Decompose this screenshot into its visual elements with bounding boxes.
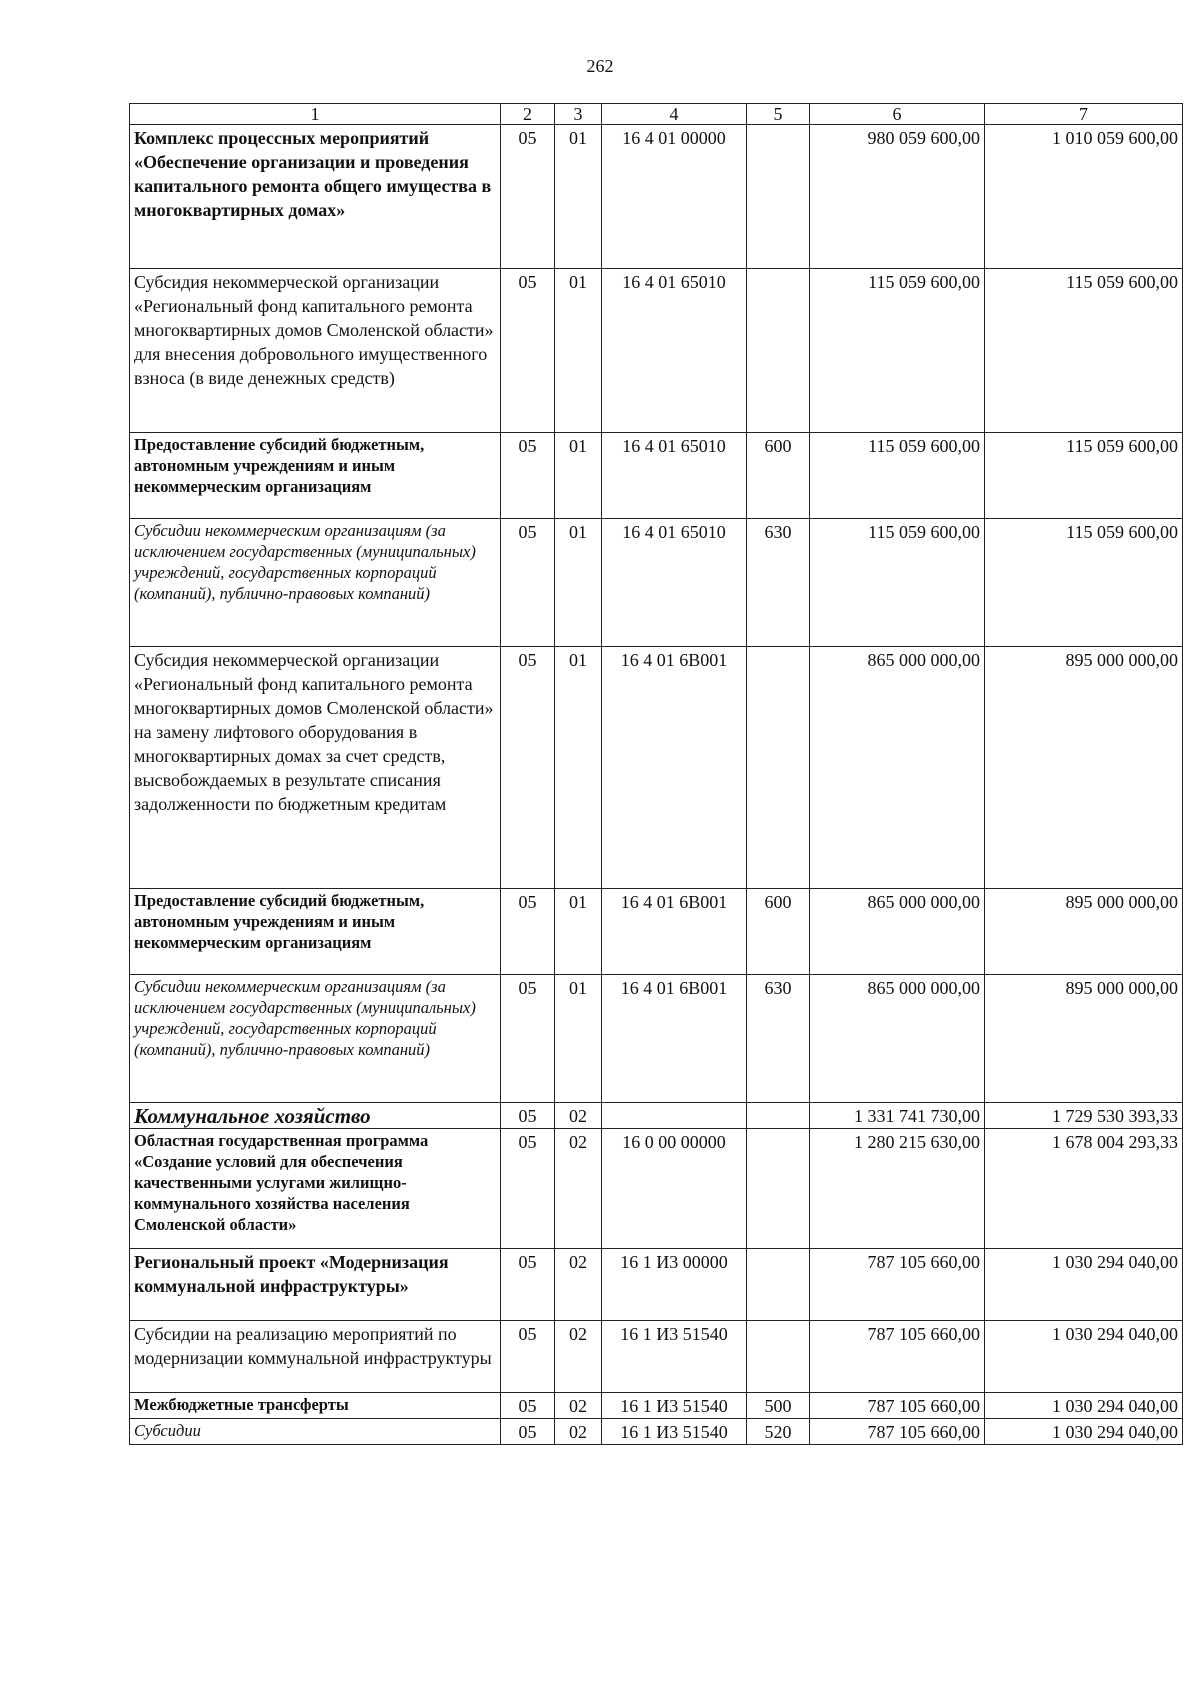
target-article-code: 16 1 И3 51540: [602, 1419, 747, 1445]
expense-type-code: 630: [747, 519, 810, 647]
subsection-code: 01: [555, 269, 602, 433]
table-row: [130, 433, 1183, 519]
expense-type-code: [747, 1249, 810, 1321]
table-row: [130, 1419, 1183, 1445]
section-code: 05: [501, 647, 555, 889]
expense-type-code: 630: [747, 975, 810, 1103]
section-code: 05: [501, 269, 555, 433]
item-name: Региональный проект «Модернизация коммунальной инфраструктуры»: [130, 1249, 501, 1321]
item-name: Предоставление субсидий бюджетным, автономным учреждениям и иным некоммерческим организациям: [130, 433, 501, 519]
amount-year-1: 787 105 660,00: [810, 1419, 985, 1445]
subsection-code: 02: [555, 1321, 602, 1393]
target-article-code: 16 4 01 65010: [602, 519, 747, 647]
amount-year-2: 115 059 600,00: [985, 519, 1183, 647]
section-code: 05: [501, 1249, 555, 1321]
item-name: Предоставление субсидий бюджетным, автономным учреждениям и иным некоммерческим организациям: [130, 889, 501, 975]
header-cell: 7: [985, 104, 1183, 125]
header-row: [130, 104, 1183, 125]
item-name: Субсидии некоммерческим организациям (за исключением государственных (муниципальных) учреждений, государственных корпораций (компаний), публично-правовых компаний): [130, 975, 501, 1103]
header-cell: 2: [501, 104, 555, 125]
target-article-code: 16 4 01 6В001: [602, 889, 747, 975]
table-row: [130, 1103, 1183, 1129]
amount-year-1: 787 105 660,00: [810, 1321, 985, 1393]
section-code: 05: [501, 975, 555, 1103]
target-article-code: 16 4 01 00000: [602, 125, 747, 269]
amount-year-2: 1 729 530 393,33: [985, 1103, 1183, 1129]
table-row: [130, 125, 1183, 269]
amount-year-1: 865 000 000,00: [810, 647, 985, 889]
amount-year-1: 865 000 000,00: [810, 889, 985, 975]
target-article-code: 16 1 И3 00000: [602, 1249, 747, 1321]
amount-year-2: 895 000 000,00: [985, 889, 1183, 975]
table-row: [130, 975, 1183, 1103]
item-name: Субсидия некоммерческой организации «Региональный фонд капитального ремонта многоквартирных домов Смоленской области» на замену лифтового оборудования в многоквартирных домах за счет средств, высвобождаемых в результате списания задолженности по бюджетным кредитам: [130, 647, 501, 889]
section-code: 05: [501, 1321, 555, 1393]
item-name: Межбюджетные трансферты: [130, 1393, 501, 1419]
amount-year-1: 1 280 215 630,00: [810, 1129, 985, 1249]
expense-type-code: [747, 269, 810, 433]
amount-year-1: 980 059 600,00: [810, 125, 985, 269]
target-article-code: 16 4 01 6В001: [602, 647, 747, 889]
target-article-code: 16 4 01 6В001: [602, 975, 747, 1103]
expense-type-code: [747, 1321, 810, 1393]
amount-year-1: 115 059 600,00: [810, 433, 985, 519]
target-article-code: 16 4 01 65010: [602, 433, 747, 519]
amount-year-2: 895 000 000,00: [985, 647, 1183, 889]
section-code: 05: [501, 433, 555, 519]
table-row: [130, 1393, 1183, 1419]
target-article-code: 16 4 01 65010: [602, 269, 747, 433]
amount-year-2: 1 010 059 600,00: [985, 125, 1183, 269]
expense-type-code: [747, 125, 810, 269]
amount-year-1: 865 000 000,00: [810, 975, 985, 1103]
amount-year-1: 1 331 741 730,00: [810, 1103, 985, 1129]
amount-year-1: 787 105 660,00: [810, 1249, 985, 1321]
expense-type-code: 500: [747, 1393, 810, 1419]
header-cell: 5: [747, 104, 810, 125]
subsection-code: 01: [555, 889, 602, 975]
item-name: Субсидии на реализацию мероприятий по модернизации коммунальной инфраструктуры: [130, 1321, 501, 1393]
section-code: 05: [501, 1129, 555, 1249]
budget-table: [129, 103, 1183, 1445]
expense-type-code: 520: [747, 1419, 810, 1445]
target-article-code: 16 0 00 00000: [602, 1129, 747, 1249]
page-number: 262: [586, 56, 614, 76]
subsection-code: 01: [555, 125, 602, 269]
table-row: [130, 519, 1183, 647]
subsection-code: 01: [555, 519, 602, 647]
amount-year-1: 115 059 600,00: [810, 269, 985, 433]
header-cell: 4: [602, 104, 747, 125]
amount-year-2: 1 030 294 040,00: [985, 1393, 1183, 1419]
amount-year-1: 115 059 600,00: [810, 519, 985, 647]
target-article-code: [602, 1103, 747, 1129]
subsection-code: 02: [555, 1249, 602, 1321]
item-name: Коммунальное хозяйство: [130, 1103, 501, 1129]
subsection-code: 02: [555, 1393, 602, 1419]
header-cell: 6: [810, 104, 985, 125]
table-body: [130, 125, 1183, 1445]
section-code: 05: [501, 1103, 555, 1129]
target-article-code: 16 1 И3 51540: [602, 1393, 747, 1419]
section-code: 05: [501, 519, 555, 647]
subsection-code: 02: [555, 1419, 602, 1445]
subsection-code: 02: [555, 1103, 602, 1129]
expense-type-code: [747, 647, 810, 889]
subsection-code: 01: [555, 647, 602, 889]
amount-year-2: 895 000 000,00: [985, 975, 1183, 1103]
item-name: Субсидии: [130, 1419, 501, 1445]
amount-year-2: 1 030 294 040,00: [985, 1249, 1183, 1321]
expense-type-code: 600: [747, 889, 810, 975]
subsection-code: 01: [555, 975, 602, 1103]
table-row: [130, 269, 1183, 433]
item-name: Субсидии некоммерческим организациям (за исключением государственных (муниципальных) учреждений, государственных корпораций (компаний), публично-правовых компаний): [130, 519, 501, 647]
amount-year-2: 1 678 004 293,33: [985, 1129, 1183, 1249]
table-row: [130, 647, 1183, 889]
table-row: [130, 1321, 1183, 1393]
header-cell: 3: [555, 104, 602, 125]
table-row: [130, 889, 1183, 975]
expense-type-code: [747, 1103, 810, 1129]
amount-year-2: 115 059 600,00: [985, 269, 1183, 433]
item-name: Областная государственная программа «Создание условий для обеспечения качественными услугами жилищно-коммунального хозяйства населения Смоленской области»: [130, 1129, 501, 1249]
subsection-code: 02: [555, 1129, 602, 1249]
expense-type-code: 600: [747, 433, 810, 519]
section-code: 05: [501, 889, 555, 975]
subsection-code: 01: [555, 433, 602, 519]
amount-year-2: 1 030 294 040,00: [985, 1419, 1183, 1445]
section-code: 05: [501, 1393, 555, 1419]
target-article-code: 16 1 И3 51540: [602, 1321, 747, 1393]
expense-type-code: [747, 1129, 810, 1249]
item-name: Субсидия некоммерческой организации «Региональный фонд капитального ремонта многоквартирных домов Смоленской области» для внесения добровольного имущественного взноса (в виде денежных средств): [130, 269, 501, 433]
amount-year-2: 1 030 294 040,00: [985, 1321, 1183, 1393]
table-row: [130, 1249, 1183, 1321]
section-code: 05: [501, 1419, 555, 1445]
amount-year-2: 115 059 600,00: [985, 433, 1183, 519]
item-name: Комплекс процессных мероприятий «Обеспечение организации и проведения капитального ремонта общего имущества в многоквартирных домах»: [130, 125, 501, 269]
table-row: [130, 1129, 1183, 1249]
header-cell: 1: [130, 104, 501, 125]
amount-year-1: 787 105 660,00: [810, 1393, 985, 1419]
section-code: 05: [501, 125, 555, 269]
